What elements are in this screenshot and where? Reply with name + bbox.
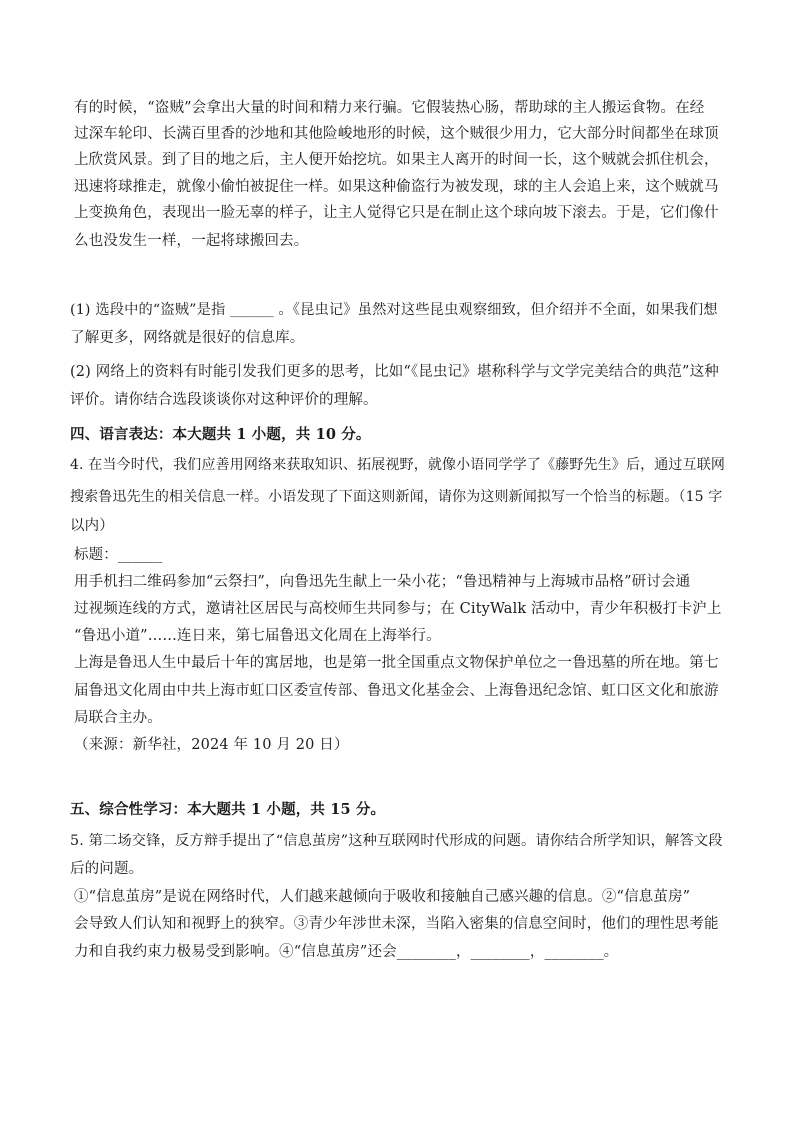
section-4-heading: 四、语言表达：本大题共 1 小题，共 10 分。 <box>70 426 371 443</box>
question-4-line: 以内） <box>70 518 114 534</box>
passage-line: 过深车轮印、长满百里香的沙地和其他险峻地形的时候，这个贼很少用力，它大部分时间都坐在球顶 <box>74 126 719 142</box>
passage-line: 有的时候，“盗贼”会拿出大量的时间和精力来行骗。它假装热心肠，帮助球的主人搬运食物。在经 <box>74 100 705 116</box>
news-line: 上海是鲁迅人生中最后十年的寓居地，也是第一批全国重点文物保护单位之一鲁迅墓的所在地。第七 <box>74 655 719 671</box>
question-5-line: 5. 第二场交锋，反方辩手提出了“信息茧房”这种互联网时代形成的问题。请你结合所学知识，解答文段 <box>70 833 723 849</box>
question-4-line: 4. 在当今时代，我们应善用网络来获取知识、拓展视野，就像小语同学学了《藤野先生》后，通过互联网 <box>70 457 726 473</box>
passage-line: 迅速将球推走，就像小偷怕被捉住一样。如果这种偷盗行为被发现，球的主人会追上来，这个贼就马 <box>74 179 719 195</box>
passage-line: 么也没发生一样，一起将球搬回去。 <box>74 233 309 249</box>
news-line: 用手机扫二维码参加“云祭扫”，向鲁迅先生献上一朵小花；“鲁迅精神与上海城市品格”研讨会通 <box>74 574 691 590</box>
news-line: 过视频连线的方式，邀请社区居民与高校师生共同参与；在 CityWalk 活动中，青少年积极打卡沪上 <box>74 601 722 617</box>
question-3-1-line: 了解更多，网络就是很好的信息库。 <box>70 330 305 346</box>
question-5-line: 后的问题。 <box>70 861 144 877</box>
news-line: 局联合主办。 <box>74 710 162 726</box>
passage-line: 上欣赏风景。到了目的地之后，主人便开始挖坑。如果主人离开的时间一长，这个贼就会抓住机会， <box>74 152 719 168</box>
passage-line: 上变换角色，表现出一脸无辜的样子，让主人觉得它只是在制止这个球向坡下滚去。于是，它们像什 <box>74 205 719 221</box>
section-5-heading: 五、综合性学习：本大题共 1 小题，共 15 分。 <box>70 801 386 818</box>
news-line: 届鲁迅文化周由中共上海市虹口区委宣传部、鲁迅文化基金会、上海鲁迅纪念馆、虹口区文化和旅游 <box>74 683 719 699</box>
news-source: （来源：新华社，2024 年 10 月 20 日） <box>74 737 349 753</box>
question-5-text-line: ①“信息茧房”是说在网络时代，人们越来越倾向于吸收和接触自己感兴趣的信息。②“信息茧房” <box>74 889 691 905</box>
news-line: “鲁迅小道”……连日来，第七届鲁迅文化周在上海举行。 <box>74 628 441 644</box>
question-3-2-line: 评价。请你结合选段谈谈你对这种评价的理解。 <box>70 392 378 408</box>
title-prompt: 标题：______ <box>74 547 163 563</box>
question-3-1-line: (1) 选段中的“盗贼”是指 ______ 。《昆虫记》虽然对这些昆虫观察细致，但介绍并不全面，如果我们想 <box>70 302 718 318</box>
question-5-text-line: 会导致人们认知和视野上的狭窄。③青少年涉世未深，当陷入密集的信息空间时，他们的理性思考能 <box>74 916 719 932</box>
question-5-text-line: 力和自我约束力极易受到影响。④“信息茧房”还会________，________，________。 <box>74 944 619 960</box>
question-3-2-line: (2) 网络上的资料有时能引发我们更多的思考，比如“《昆虫记》堪称科学与文学完美结合的典范”这种 <box>70 364 719 380</box>
question-4-line: 搜索鲁迅先生的相关信息一样。小语发现了下面这则新闻，请你为这则新闻拟写一个恰当的标题。（15 字 <box>70 489 723 505</box>
